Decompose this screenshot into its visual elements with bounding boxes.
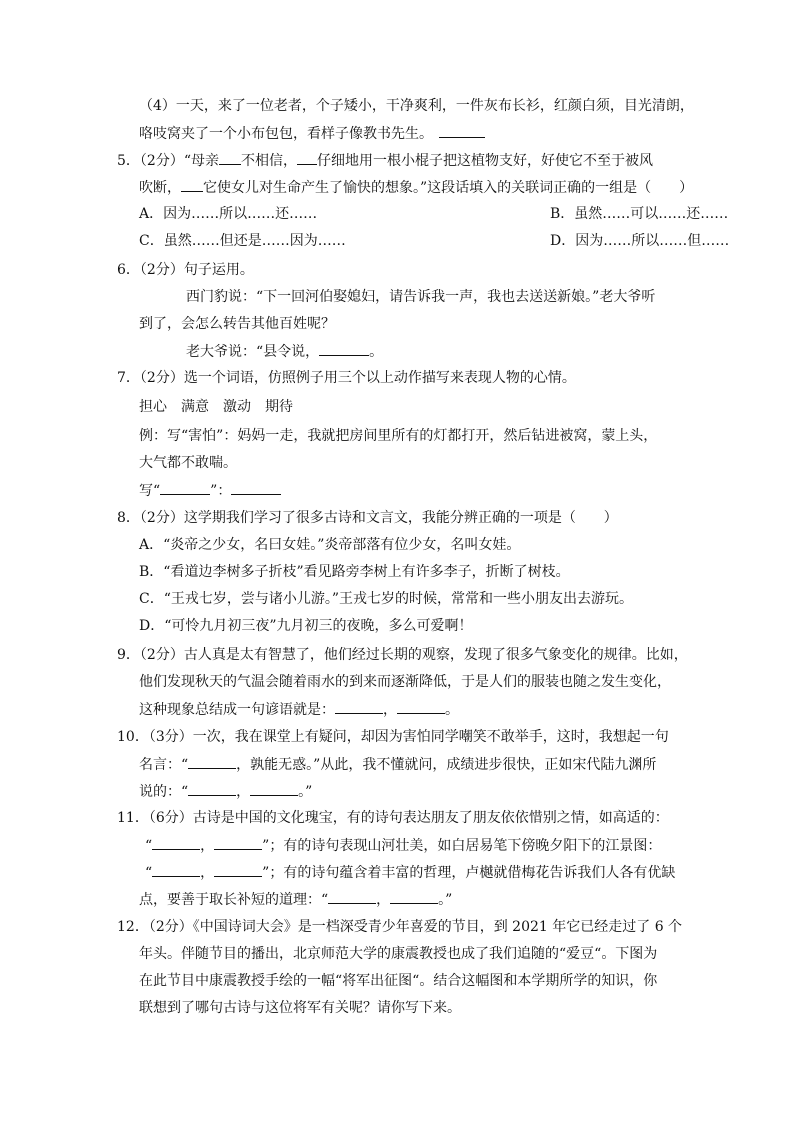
q11-text: ， xyxy=(200,838,215,854)
q9-text: 他们发现秋天的气温会随着雨水的到来而逐渐降低，于是人们的服装也随之发生变化， xyxy=(139,674,671,690)
q12-text: 12．（2分）《中国诗词大会》是一档深受青少年喜爱的节目，到 2021 年它已经走过了 6 个 xyxy=(117,919,683,935)
answer-blank[interactable] xyxy=(390,889,438,904)
answer-blank[interactable] xyxy=(319,341,369,356)
q5-options-row-2 xyxy=(139,231,730,251)
q5-option-a[interactable]: A．因为……所以……还…… xyxy=(139,206,318,222)
q11-text: 。” xyxy=(438,892,453,908)
q11-text: 11．（6分）古诗是中国的文化瑰宝，有的诗句表达朋友了朋友依依惜别之情，如高适的： xyxy=(117,810,669,826)
q5-option-c[interactable]: C．虽然……但还是……因为…… xyxy=(139,233,346,249)
q11-line-4 xyxy=(139,889,452,910)
q5-option-d[interactable]: D．因为……所以……但…… xyxy=(550,233,730,249)
q9-line-1 xyxy=(117,645,688,665)
q11-text: ”；有的诗句表现山河壮美，如白居易笔下傍晚夕阳下的江景图： xyxy=(262,838,662,854)
q10-text: ，孰能无惑。”从此，我不懂就问，成绩进步很快，正如宋代陆九渊所 xyxy=(236,757,657,773)
q6-quote: 西门豹说：“下一回河伯娶媳妇，请告诉我一声，我也去送送新娘。”老大爷听 xyxy=(186,289,656,305)
answer-blank[interactable] xyxy=(439,123,485,138)
q11-text: 点，要善于取长补短的道理：“ xyxy=(139,892,329,908)
q8-option-text: C．“王戎七岁，尝与诸小儿游。”王戎七岁的时候，常常和一些小朋友出去游玩。 xyxy=(139,591,634,607)
q11-text: ， xyxy=(376,892,391,908)
q10-text: 10．（3分）一次，我在课堂上有疑问，却因为害怕同学嘲笑不敢举手，这时，我想起一句 xyxy=(117,729,669,745)
answer-blank[interactable] xyxy=(297,150,317,165)
q10-line-3 xyxy=(139,781,312,802)
q11-line-1 xyxy=(117,808,669,828)
q8-option-d[interactable] xyxy=(139,616,473,636)
q6-text: 。 xyxy=(369,344,384,360)
q8-option-c[interactable] xyxy=(139,589,633,609)
q10-text: 名言：“ xyxy=(139,757,189,773)
q7-example: 大气都不敢喘。 xyxy=(139,455,237,471)
answer-blank[interactable] xyxy=(214,862,262,877)
q7-word-list xyxy=(139,397,293,417)
q12-line-3 xyxy=(139,971,657,991)
q4-item-line-1 xyxy=(139,96,694,116)
answer-blank[interactable] xyxy=(214,835,262,850)
q5-options-row-1 xyxy=(139,204,729,224)
q6-number: 6．（2分）句子运用。 xyxy=(117,262,254,278)
answer-blank[interactable] xyxy=(188,781,236,796)
q8-number: 8．（2分）这学期我们学习了很多古诗和文言文，我能分辨正确的一项是（ ） xyxy=(117,510,618,526)
q9-text: 这种现象总结成一句谚语就是： xyxy=(139,702,335,718)
q8-option-text: A．“炎帝之少女，名曰女娃。”炎帝部落有位少女，名叫女娃。 xyxy=(139,537,521,553)
q7-example-1 xyxy=(139,426,657,446)
answer-blank[interactable] xyxy=(335,699,383,714)
q8-option-b[interactable] xyxy=(139,562,570,582)
q9-line-3 xyxy=(139,699,459,720)
q10-text: ， xyxy=(236,784,251,800)
q11-text: ， xyxy=(200,865,215,881)
answer-blank[interactable] xyxy=(231,480,281,495)
q12-line-2 xyxy=(139,944,657,964)
q12-text: 联想到了哪句古诗与这位将军有关呢？请你写下来。 xyxy=(139,1000,461,1016)
answer-blank[interactable] xyxy=(181,177,203,192)
q6-text: 老大爷说：“县令说， xyxy=(186,344,320,360)
q9-line-2 xyxy=(139,672,671,692)
q9-text: ， xyxy=(383,702,397,718)
q7-example-2 xyxy=(139,453,237,473)
q9-text: 9．（2分）古人真是太有智慧了，他们经过长期的观察，发现了很多气象变化的规律。比如， xyxy=(117,647,688,663)
q11-text: ”；有的诗句蕴含着丰富的哲理，卢樾就借梅花告诉我们人各有优缺 xyxy=(262,865,676,881)
q5-text: 仔细地用一根小棍子把这植物支好，好使它不至于被风 xyxy=(317,153,653,169)
answer-blank[interactable] xyxy=(250,781,298,796)
answer-blank[interactable] xyxy=(188,754,236,769)
q12-text: 在此节目中康震教授手绘的一幅“将军出征图“。结合这幅图和本学期所学的知识，你 xyxy=(139,973,658,989)
q10-text: 说的：“ xyxy=(139,784,189,800)
q11-text: “ xyxy=(145,865,153,881)
q5-option-b[interactable]: B．虽然……可以……还…… xyxy=(550,206,729,222)
q4-item-line-2 xyxy=(139,123,485,144)
q7-text: ”： xyxy=(210,483,232,499)
q10-line-2 xyxy=(139,754,656,775)
q8-option-text: B．“看道边李树多子折枝”看见路旁李树上有许多李子，折断了树枝。 xyxy=(139,564,570,580)
q5-line-2 xyxy=(139,177,693,198)
q9-text: 。 xyxy=(445,702,459,718)
q11-line-2 xyxy=(145,835,661,856)
q12-text: 年头。伴随节目的播出，北京师范大学的康震教授也成了我们追随的“爱豆“。下图为 xyxy=(139,946,658,962)
answer-blank[interactable] xyxy=(160,480,210,495)
q7-number: 7．（2分）选一个词语，仿照例子用三个以上动作描写来表现人物的心情。 xyxy=(117,370,576,386)
q6-line-3 xyxy=(139,314,335,334)
q7-text: 写“ xyxy=(139,483,161,499)
answer-blank[interactable] xyxy=(219,150,241,165)
q10-line-1 xyxy=(117,727,669,747)
q7-line-1 xyxy=(117,368,576,388)
answer-blank[interactable] xyxy=(152,862,200,877)
answer-blank[interactable] xyxy=(328,889,376,904)
q5-number: 5．（2分） xyxy=(117,153,184,169)
q8-option-a[interactable] xyxy=(139,535,520,555)
q6-text: 到了，会怎么转告其他百姓呢？ xyxy=(139,316,335,332)
q11-text: “ xyxy=(145,838,153,854)
q5-text: 不相信， xyxy=(241,153,297,169)
q5-text: 它使女儿对生命产生了愉快的想象。”这段话填入的关联词正确的一组是（ ） xyxy=(203,180,694,196)
q12-line-1 xyxy=(117,917,682,937)
q4-item-text-2: 咯吱窝夹了一个小布包包，看样子像教书先生。 xyxy=(139,126,433,142)
q5-text: “母亲 xyxy=(183,153,219,169)
q8-line-1 xyxy=(117,508,618,528)
q6-line-2 xyxy=(186,287,655,307)
q7-answer-line xyxy=(139,480,281,501)
q12-line-4 xyxy=(139,998,461,1018)
answer-blank[interactable] xyxy=(397,699,445,714)
q10-text: 。” xyxy=(298,784,313,800)
q7-example: 例：写“害怕”：妈妈一走，我就把房间里所有的灯都打开，然后钻进被窝，蒙上头， xyxy=(139,428,658,444)
q6-line-4 xyxy=(186,341,383,362)
q5-line-1 xyxy=(117,150,653,171)
q11-line-3 xyxy=(145,862,675,883)
q7-words: 担心 满意 激动 期待 xyxy=(139,399,293,415)
q4-item-text-1: （4）一天，来了一位老者，个子矮小，干净爽利，一件灰布长衫，红颜白须，目光清朗， xyxy=(139,98,694,114)
q5-text: 吹断， xyxy=(139,180,181,196)
answer-blank[interactable] xyxy=(152,835,200,850)
q8-option-text: D．“可怜九月初三夜”九月初三的夜晚，多么可爱啊！ xyxy=(139,618,473,634)
q6-line-1 xyxy=(117,260,254,280)
